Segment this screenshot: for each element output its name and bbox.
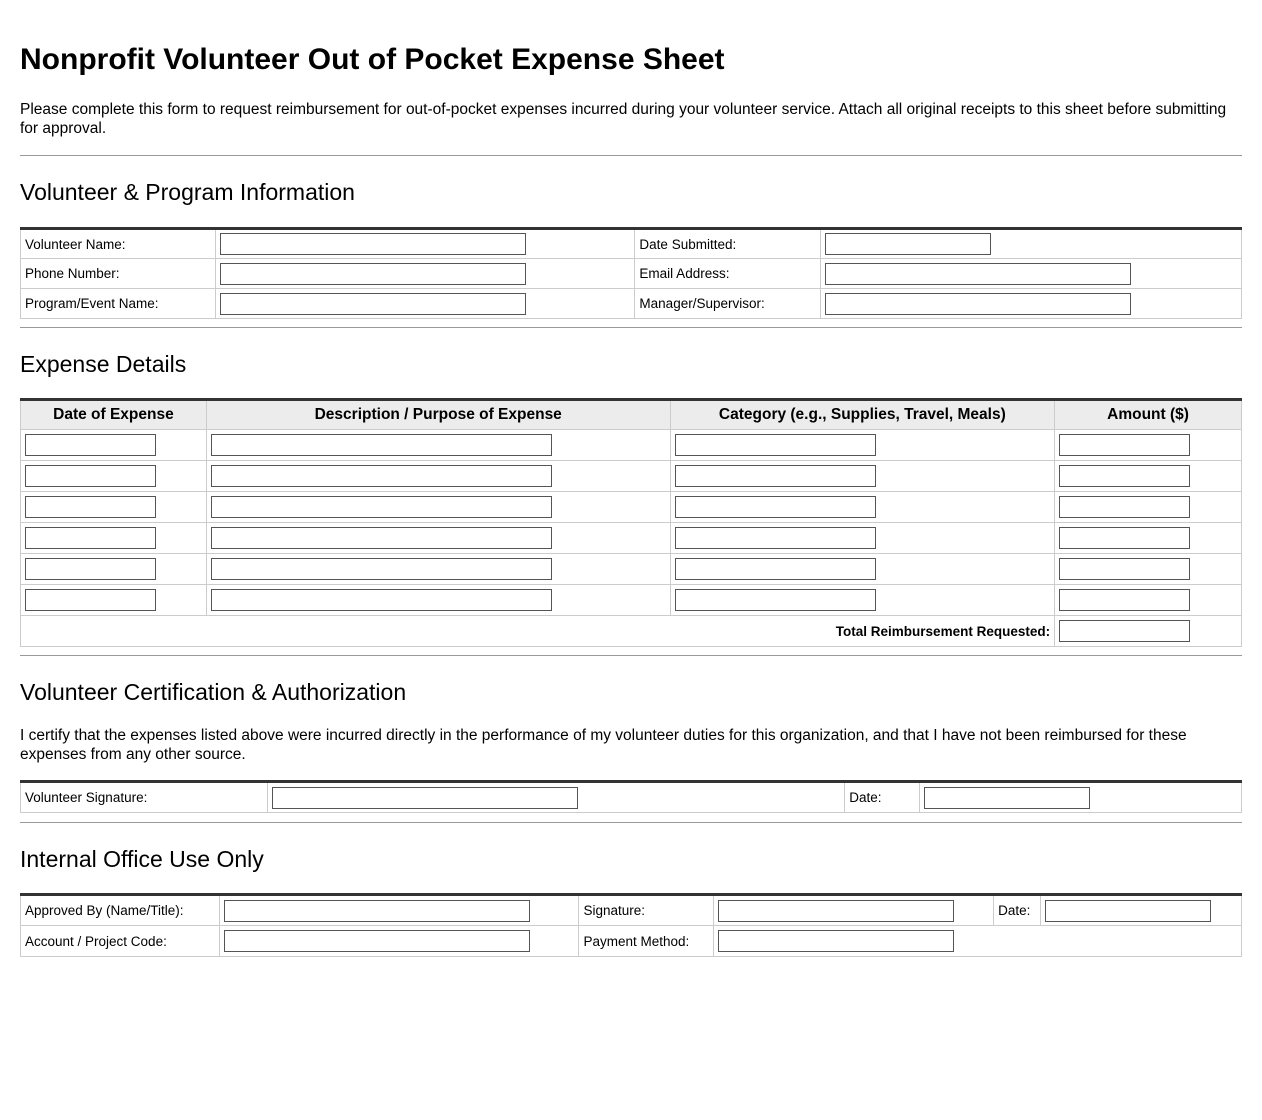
- volunteer-name-row: [21, 229, 1242, 259]
- expense-amount-input[interactable]: [1059, 434, 1190, 456]
- phone-label: Phone Number:: [21, 259, 216, 289]
- office-signature-label: Signature:: [579, 895, 714, 926]
- phone-input[interactable]: [220, 263, 526, 285]
- certification-date-input[interactable]: [924, 787, 1090, 809]
- column-header-description: Description / Purpose of Expense: [206, 400, 670, 430]
- expense-row: [21, 585, 1242, 616]
- expense-category-input[interactable]: [675, 558, 876, 580]
- date-submitted-label: Date Submitted:: [635, 229, 821, 259]
- office-section-heading: Internal Office Use Only: [20, 846, 264, 872]
- email-label: Email Address:: [635, 259, 821, 289]
- expense-category-input[interactable]: [675, 496, 876, 518]
- expense-description-input[interactable]: [211, 434, 552, 456]
- volunteer-name-label: Volunteer Name:: [21, 229, 216, 259]
- account-code-input[interactable]: [224, 930, 530, 952]
- expense-header-row: [21, 400, 1242, 430]
- section-divider: [20, 655, 1242, 656]
- signature-row: [21, 782, 1242, 813]
- expense-category-input[interactable]: [675, 465, 876, 487]
- approved-by-label: Approved By (Name/Title):: [21, 895, 220, 926]
- expense-row: [21, 492, 1242, 523]
- volunteer-section-heading: Volunteer & Program Information: [20, 179, 355, 205]
- expense-description-input[interactable]: [211, 465, 552, 487]
- email-input[interactable]: [825, 263, 1131, 285]
- expense-category-input[interactable]: [675, 434, 876, 456]
- total-row: [21, 616, 1242, 647]
- expense-date-input[interactable]: [25, 589, 156, 611]
- expense-row: [21, 523, 1242, 554]
- expense-date-input[interactable]: [25, 527, 156, 549]
- manager-input[interactable]: [825, 293, 1131, 315]
- volunteer-name-input[interactable]: [220, 233, 526, 255]
- payment-method-input[interactable]: [718, 930, 954, 952]
- program-label: Program/Event Name:: [21, 289, 216, 319]
- office-date-label: Date:: [994, 895, 1041, 926]
- office-date-input[interactable]: [1045, 900, 1211, 922]
- approval-row: [21, 895, 1242, 926]
- intro-text: Please complete this form to request reimbursement for out-of-pocket expenses incurred during your volunteer service. Attach all original receipts to this sheet before submitting for approval.: [20, 101, 1227, 137]
- phone-row: [21, 259, 1242, 289]
- expense-category-input[interactable]: [675, 589, 876, 611]
- date-submitted-input[interactable]: [825, 233, 991, 255]
- volunteer-signature-label: Volunteer Signature:: [21, 782, 268, 813]
- page-title: Nonprofit Volunteer Out of Pocket Expense Sheet: [20, 43, 725, 76]
- certification-statement: I certify that the expenses listed above were incurred directly in the performance of my volunteer duties for this organization, and that I have not been reimbursed for these expenses from any other source.: [20, 727, 1187, 763]
- expense-description-input[interactable]: [211, 527, 552, 549]
- section-divider: [20, 327, 1242, 328]
- certification-date-label: Date:: [845, 782, 920, 813]
- office-use-table: [20, 893, 1242, 957]
- expense-category-input[interactable]: [675, 527, 876, 549]
- expense-table: [20, 398, 1242, 647]
- volunteer-signature-input[interactable]: [272, 787, 578, 809]
- expense-date-input[interactable]: [25, 558, 156, 580]
- expense-date-input[interactable]: [25, 434, 156, 456]
- expense-row: [21, 430, 1242, 461]
- expense-description-input[interactable]: [211, 496, 552, 518]
- column-header-date: Date of Expense: [21, 400, 207, 430]
- column-header-category: Category (e.g., Supplies, Travel, Meals): [670, 400, 1055, 430]
- account-code-label: Account / Project Code:: [21, 926, 220, 957]
- expense-description-input[interactable]: [211, 589, 552, 611]
- program-row: [21, 289, 1242, 319]
- expense-date-input[interactable]: [25, 496, 156, 518]
- office-signature-input[interactable]: [718, 900, 954, 922]
- expense-amount-input[interactable]: [1059, 465, 1190, 487]
- column-header-amount: Amount ($): [1055, 400, 1242, 430]
- expense-date-input[interactable]: [25, 465, 156, 487]
- expense-section-heading: Expense Details: [20, 351, 187, 377]
- section-divider: [20, 822, 1242, 823]
- certification-table: [20, 780, 1242, 813]
- program-input[interactable]: [220, 293, 526, 315]
- section-divider: [20, 155, 1242, 156]
- expense-amount-input[interactable]: [1059, 496, 1190, 518]
- approved-by-input[interactable]: [224, 900, 530, 922]
- expense-row: [21, 554, 1242, 585]
- certification-section-heading: Volunteer Certification & Authorization: [20, 679, 407, 705]
- total-reimbursement-label: Total Reimbursement Requested:: [21, 616, 1055, 647]
- payment-method-label: Payment Method:: [579, 926, 714, 957]
- total-reimbursement-input[interactable]: [1059, 620, 1190, 642]
- volunteer-info-table: [20, 227, 1242, 319]
- account-row: [21, 926, 1242, 957]
- expense-amount-input[interactable]: [1059, 527, 1190, 549]
- expense-amount-input[interactable]: [1059, 558, 1190, 580]
- expense-description-input[interactable]: [211, 558, 552, 580]
- expense-amount-input[interactable]: [1059, 589, 1190, 611]
- expense-row: [21, 461, 1242, 492]
- manager-label: Manager/Supervisor:: [635, 289, 821, 319]
